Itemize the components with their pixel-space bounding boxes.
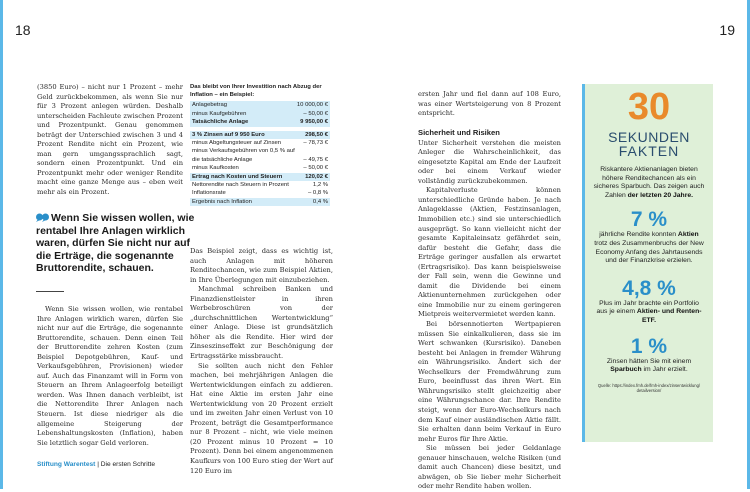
column-1-bottom bbox=[37, 305, 183, 448]
stat-text: im Jahr erzielt. bbox=[643, 366, 688, 374]
table-cell-label: Ertrag nach Kosten und Steuern bbox=[192, 173, 283, 180]
stat-text: trotz des Zusammenbruchs der New Economy Anfang des Jahrtausends und der Finanzkrise erzielen. bbox=[594, 239, 704, 265]
table-row bbox=[190, 156, 330, 164]
stat-1-text bbox=[585, 231, 713, 265]
table-row bbox=[190, 173, 330, 181]
table-cell-value: – 50,00 € bbox=[303, 165, 328, 172]
stat-3-text bbox=[585, 358, 713, 375]
pull-quote-text: Wenn Sie wissen wollen, wie rentabel Ihre Anlagen wirklich waren, dürfen Sie nicht nur auf die Erträge, die sogenannte Bruttorendite, schauen. bbox=[36, 212, 195, 275]
stat-bold: Aktien bbox=[677, 231, 699, 239]
table-row bbox=[190, 147, 330, 155]
paragraph: Bei börsennotierten Wertpapieren müssen Sie einkalkulieren, dass sie im Wert schwanken (Kursrisiko). Daneben besteht bei Anlagen in fremder Währung ein Währungsrisiko. Ändert sich der Wechselkurs der Fremdwährung zum Euro, beeinflusst das ihren Wert. Ein Währungsrisiko stellt gleichzeitig aber eine Währungschance dar. Ihre Rendite steigt, wenn der Euro-Wechselkurs nach dem Kauf einer ausländischen Aktie fällt. Sie erhalten dann beim Verkauf in Euro mehr Euros für Ihre Aktie. bbox=[418, 320, 561, 443]
footer-title: Die ersten Schritte bbox=[100, 461, 156, 468]
fact-box-number: 30 bbox=[627, 86, 671, 128]
fact-box-title-2: FAKTEN bbox=[618, 143, 680, 159]
stat-text: jährliche Rendite konnten bbox=[599, 231, 677, 239]
paragraph: (3850 Euro) – nicht nur 1 Prozent – mehr Geld zurückbekommen, als wenn Sie nur für 3 Prozent anlegen würden. Deshalb unterscheiden Fachleute zwischen Prozent und Prozentpunkt. Genau genommen beträgt der Unterschied zwischen 3 und 4 Prozent Rendite nicht ein Prozent, wie man gern umgangssprachlich sagt, sondern einen Prozentpunkt. Und ein Prozentpunkt mehr oder weniger Rendite macht eine ganze Menge aus – eben weit mehr als ein Prozent. bbox=[37, 83, 183, 197]
table-row bbox=[190, 181, 330, 189]
page-number-right: 19 bbox=[719, 22, 735, 38]
stat-bold: Aktien- und Renten-ETF. bbox=[636, 308, 702, 324]
table-cell-label: Ergebnis nach Inflation bbox=[192, 198, 252, 205]
fact-box-intro bbox=[585, 166, 713, 200]
example-table bbox=[190, 83, 330, 206]
quote-rule bbox=[36, 291, 64, 292]
paragraph: ersten Jahr und fiel dann auf 108 Euro, was einer Wertsteigerung von 8 Prozent entspricht. bbox=[418, 90, 561, 118]
table-body bbox=[190, 101, 330, 206]
intro-bold: der letzten 20 Jahre. bbox=[627, 191, 694, 199]
stat-1-value: 7 % bbox=[630, 208, 668, 232]
pull-quote bbox=[36, 212, 196, 275]
table-cell-value: – 49,75 € bbox=[303, 156, 328, 163]
stat-text: Zinsen hätten Sie mit einem bbox=[606, 357, 692, 365]
table-row bbox=[190, 118, 330, 126]
table-row bbox=[190, 198, 330, 206]
stat-2-text bbox=[585, 300, 713, 326]
table-cell-value: – 50,00 € bbox=[303, 110, 328, 117]
table-row bbox=[190, 110, 330, 118]
footer-brand: Stiftung Warentest bbox=[37, 461, 96, 468]
fact-box bbox=[582, 84, 713, 442]
page-number-left: 18 bbox=[15, 22, 31, 38]
stat-text: Plus im Jahr brachte ein Portfolio aus je einem bbox=[596, 299, 699, 316]
table-row bbox=[190, 101, 330, 109]
table-cell-value: 1,2 % bbox=[312, 181, 328, 188]
table-cell-value: 120,02 € bbox=[305, 173, 328, 180]
source-note: Quelle: https://index.fmh.de/fmh-index/zinsentwicklung/ detailversion/ bbox=[597, 382, 701, 393]
footer-separator: | bbox=[97, 461, 99, 468]
section-heading: Sicherheit und Risiken bbox=[418, 127, 500, 137]
table-cell-value: 9 950,00 € bbox=[300, 119, 328, 126]
table-cell-value: 10 000,00 € bbox=[296, 102, 328, 109]
table-cell-label: minus Abgeltungsteuer auf Zinsen bbox=[192, 139, 282, 146]
table-cell-label: minus Kaufkosten bbox=[192, 165, 239, 172]
table-row bbox=[190, 139, 330, 147]
table-cell-label: die tatsächliche Anlage bbox=[192, 156, 253, 163]
table-cell-label: minus Kaufgebühren bbox=[192, 110, 247, 117]
paragraph: Kapitalverluste können unterschiedliche Gründe haben. Je nach Anlageklasse (Aktien, Festzinsanlagen, Immobilien etc.) sind sie unterschiedlich ausgeprägt. So kann vielleicht nicht der gesamte Kapitaleinsatz gefährdet sein, dafür besteht die Gefahr, dass die Erträge geringer ausfallen als erwartet (Ertragsrisiko). Das kann beispielsweise der Fall sein, wenn die Gewinne und damit die Dividende bei einem Aktienunternehmen zurückgehen oder eine Immobilie nur zu einem geringeren Mietpreis weitervermietet werden kann. bbox=[418, 186, 561, 319]
table-row bbox=[190, 164, 330, 172]
paragraph: Sie sollten auch nicht den Fehler machen, bei mehrjährigen Anlagen die Wertentwicklungen einfach zu addieren. Hat eine Aktie im ersten Jahr eine Wertentwicklung von 20 Prozent erzielt und im zweiten Jahr einen Verlust von 10 Prozent, beträgt die Gesamtperformance nur 8 Prozent – nicht, wie viele meinen (20 Prozent minus 10 Prozent = 10 Prozent). Denn bei einem angenommenen Kaufkurs von 100 Euro stieg der Wert auf 120 Euro im bbox=[190, 361, 333, 475]
paragraph: Unter Sicherheit verstehen die meisten Anleger die Wahrscheinlichkeit, das eingesetzte Kapital am Ende der Laufzeit oder bei einem Verkauf wieder vollständig zurückzubekommen. bbox=[418, 138, 561, 185]
intro-text: Riskantere Aktienanlagen bieten höhere Renditechancen als ein sicheres Sparbuch. Das zeigen auch Zahlen bbox=[593, 166, 705, 199]
table-cell-value: 0,4 % bbox=[312, 198, 328, 205]
table-cell-label: Anlagebetrag bbox=[192, 102, 228, 109]
table-cell-value: – 78,73 € bbox=[303, 139, 328, 146]
table-cell-label: 3 % Zinsen auf 9 950 Euro bbox=[192, 131, 265, 138]
column-3 bbox=[418, 90, 561, 492]
table-cell-label: Tatsächliche Anlage bbox=[192, 119, 249, 126]
table-cell-label: minus Verkaufsgebühren von 0,5 % auf bbox=[192, 148, 295, 155]
column-2 bbox=[190, 247, 333, 476]
table-cell-value: – 0,8 % bbox=[308, 190, 328, 197]
paragraph: Sie müssen bei jeder Geldanlage genauer hinschauen, welche Risiken (und damit auch Chancen) diese besitzt, und abwägen, ob Sie lieber mehr Sicherheit oder mehr Rendite haben wollen. bbox=[418, 444, 561, 491]
fact-box-title-1: SEKUNDEN bbox=[608, 129, 690, 145]
column-1-top bbox=[37, 83, 183, 198]
quote-icon bbox=[36, 212, 49, 222]
stat-2-value: 4,8 % bbox=[622, 276, 676, 300]
table-row bbox=[190, 131, 330, 139]
paragraph: Das Beispiel zeigt, dass es wichtig ist, auch Anlagen mit höheren Renditechancen, wie zum Beispiel Aktien, in Ihre Überlegungen mit einzubeziehen. bbox=[190, 247, 333, 284]
stat-bold: Sparbuch bbox=[610, 366, 642, 374]
stat-3-value: 1 % bbox=[630, 334, 668, 358]
table-cell-value: 298,50 € bbox=[305, 131, 328, 138]
footer bbox=[37, 461, 155, 468]
table-row bbox=[190, 189, 330, 197]
table-title: Das bleibt von Ihrer Investition nach Abzug der Inflation – ein Beispiel: bbox=[190, 84, 322, 99]
left-edge-bar bbox=[0, 0, 3, 489]
paragraph: Manchmal schreiben Banken und Finanzdienstleister in ihren Werbebroschüren von der „durchschnittlichen Wertentwicklung“ einer Anlage. Diese ist grundsätzlich höher als die Rendite. Hier wird der Zinseszinseffekt zur Beschönigung der Ertragsstärke missbraucht. bbox=[190, 285, 333, 361]
table-cell-label: Inflationsrate bbox=[192, 190, 226, 197]
paragraph: Wenn Sie wissen wollen, wie rentabel Ihre Anlagen wirklich waren, dürfen Sie nicht nur auf die Erträge, die sogenannte Bruttorendite, schauen. Denn einen Teil der Bruttorendite zehren Kosten (zum Beispiel Depotgebühren, Kauf- und Verkaufsgebühren, Provisionen) wieder auf. Auch das Finanzamt will in Form von Steuern an Ihrem Anlageerfolg beteiligt werden. Was Ihnen danach verbleibt, ist die Nettorendite Ihrer Anlagen nach Steuern. Ist diese niedriger als die allgemeine Steigerung der Lebenshaltungskosten (Inflation), haben Sie letztlich sogar Geld verloren. bbox=[37, 305, 183, 447]
table-cell-label: Nettorendite nach Steuern in Prozent bbox=[192, 181, 289, 188]
